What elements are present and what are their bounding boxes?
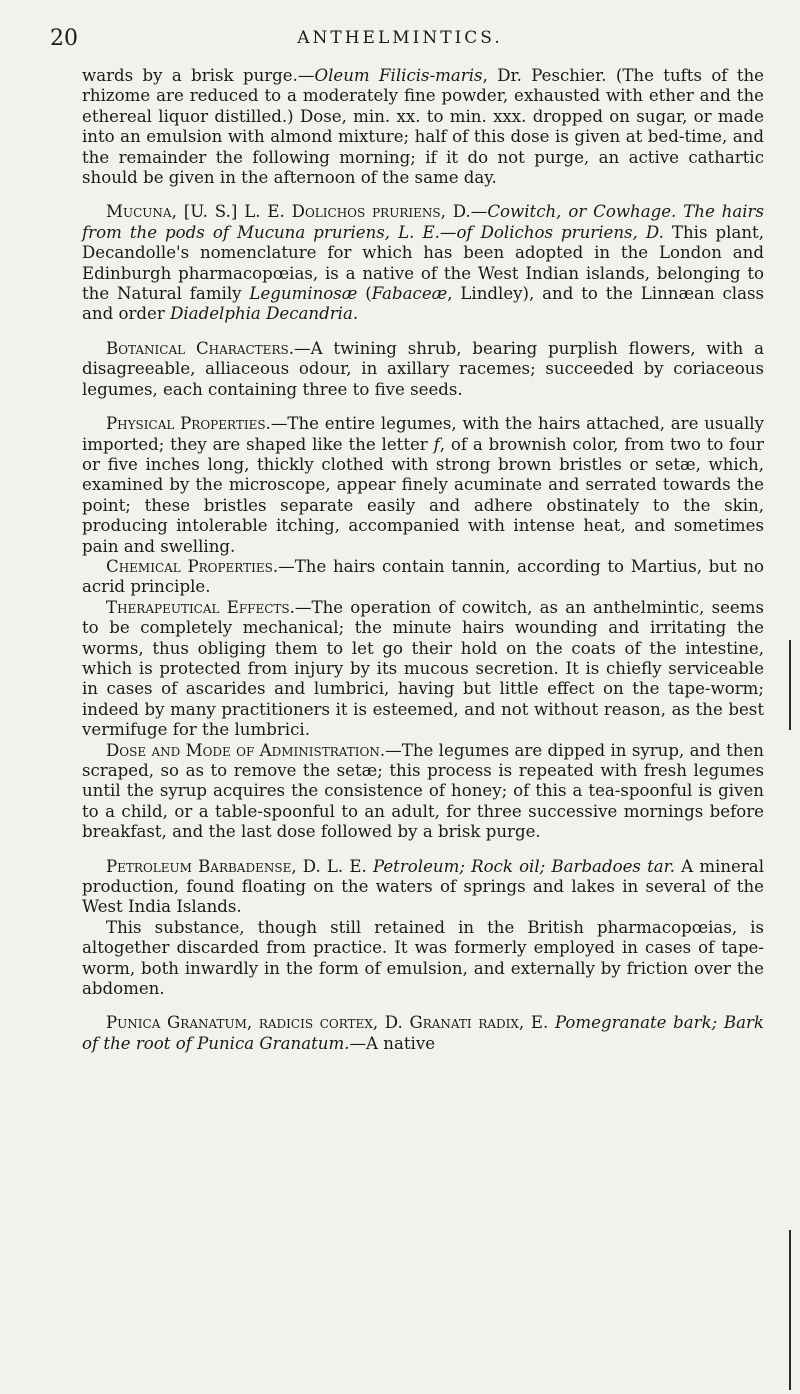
section-heading: Botanical Characters. xyxy=(106,338,294,358)
italic-run: Leguminosæ xyxy=(249,284,358,304)
paragraph-therapeutical xyxy=(82,598,764,741)
page-edge-shadow xyxy=(789,640,791,730)
paragraph-petroleum-usage xyxy=(82,918,764,1000)
text-run: —The operation of cowitch, as an anthelmintic, seems to be completely mechanical; the minute hairs wounding and irritating the worms, thus obliging them to let go their hold on the coats of the intestine, which is protected from injury by its mucous secretion. It is chiefly serviceable in cases of ascarides and lumbrici, having but little effect on the tape-worm; indeed by many practitioners it is esteemed, and not without reason, as the best vermifuge for the lumbrici. xyxy=(82,597,764,740)
section-heading: Chemical Properties. xyxy=(106,556,279,576)
running-head: ANTHELMINTICS. xyxy=(297,28,503,48)
text-run: This plant, Decandolle's nomenclature for which has been adopted in the London and Edinburgh pharmacopœias, is a native of the West Indian islands, belonging to the Natural family xyxy=(82,222,764,304)
page-edge-shadow xyxy=(789,1230,791,1390)
entry-title: Petroleum; Rock oil; Barbadoes tar. xyxy=(372,856,676,876)
entry-heading: Petroleum Barbadense, D. L. E. xyxy=(106,856,367,876)
text-run: —A native xyxy=(349,1033,436,1053)
italic-run: Fabaceæ xyxy=(371,284,448,304)
entry-punica xyxy=(82,1013,764,1054)
text-run: wards by a brisk purge.— xyxy=(82,66,315,85)
text-run: —The entire legumes, with the hairs attached, are usually imported; they are shaped like the letter xyxy=(82,414,764,454)
text-run: — xyxy=(470,202,488,222)
paragraph-botanical xyxy=(82,339,764,400)
entry-petroleum xyxy=(82,857,764,918)
page-number: 20 xyxy=(50,26,78,51)
text-run: , of a brownish color, from two to four or five inches long, thickly clothed with strong brown bristles or setæ, which, examined by the microscope, appear finely acuminate and serrated towards the point; these bristles separate easily and adhere obstinately to the skin, producing intolerable itching, accompanied with intense heat, and sometimes pain and swelling. xyxy=(82,434,764,556)
page-header xyxy=(0,26,800,56)
italic-run: Oleum Filicis-maris xyxy=(314,66,483,85)
section-heading: Physical Properties. xyxy=(106,414,271,434)
italic-run: Diadelphia Decandria. xyxy=(170,304,359,324)
section-heading: Therapeutical Effects. xyxy=(106,597,295,617)
entry-title: Cowitch, or Cowhage. The hairs from the pods of Mucuna pruriens, L. E.—of Dolichos pruriens, D. xyxy=(82,202,764,242)
entry-title: Pomegranate bark; Bark of the root of Punica Granatum. xyxy=(82,1013,764,1053)
text-run: —The legumes are dipped in syrup, and then scraped, so as to remove the setæ; this process is repeated with fresh legumes until the syrup acquires the consistence of honey; of this a tea-spoonful is given to a child, or a table-spoonful to an adult, for three successive mornings before breakfast, and the last dose followed by a brisk purge. xyxy=(82,740,764,842)
text-run: This substance, though still retained in the British pharmacopœias, is altogether discarded from practice. It was formerly employed in cases of tape-worm, both inwardly in the form of emulsion, and externally by friction over the abdomen. xyxy=(82,917,764,999)
paragraph-dose xyxy=(82,741,764,843)
text-run: ( xyxy=(357,284,372,304)
entry-mucuna xyxy=(82,202,764,324)
paragraph-filix-mas xyxy=(82,66,764,188)
paragraph-chemical xyxy=(82,557,764,598)
italic-run: f xyxy=(433,434,440,454)
section-heading: Dose and Mode of Administration. xyxy=(106,740,386,760)
text-run: —A twining shrub, bearing purplish flowers, with a disagreeable, alliaceous odour, in axillary racemes; succeeded by coriaceous legumes, each containing three to five seeds. xyxy=(82,338,764,399)
entry-heading: Mucuna, [U. S.] L. E. Dolichos pruriens, D. xyxy=(106,202,471,222)
paragraph-physical xyxy=(82,414,764,557)
text-run: —The hairs contain tannin, according to Martius, but no acrid principle. xyxy=(82,556,764,597)
page-text xyxy=(82,66,764,1054)
text-run: , Lindley), and to the Linnæan class and order xyxy=(82,284,765,324)
text-run: A mineral production, found floating on the waters of springs and lakes in several of the West India Islands. xyxy=(82,856,765,917)
text-run: , Dr. Peschier. (The tufts of the rhizome are reduced to a moderately fine powder, exhausted with ether and the ethereal liquor distilled.) Dose, min. xx. to min. xxx. dropped on sugar, or made into an emulsion with almond mixture; half of this dose is given at bed-time, and the remainder the following morning; if it do not purge, an active cathartic should be given in the afternoon of the same day. xyxy=(82,66,764,188)
entry-heading: Punica Granatum, radicis cortex, D. Granati radix, E. xyxy=(106,1013,549,1033)
